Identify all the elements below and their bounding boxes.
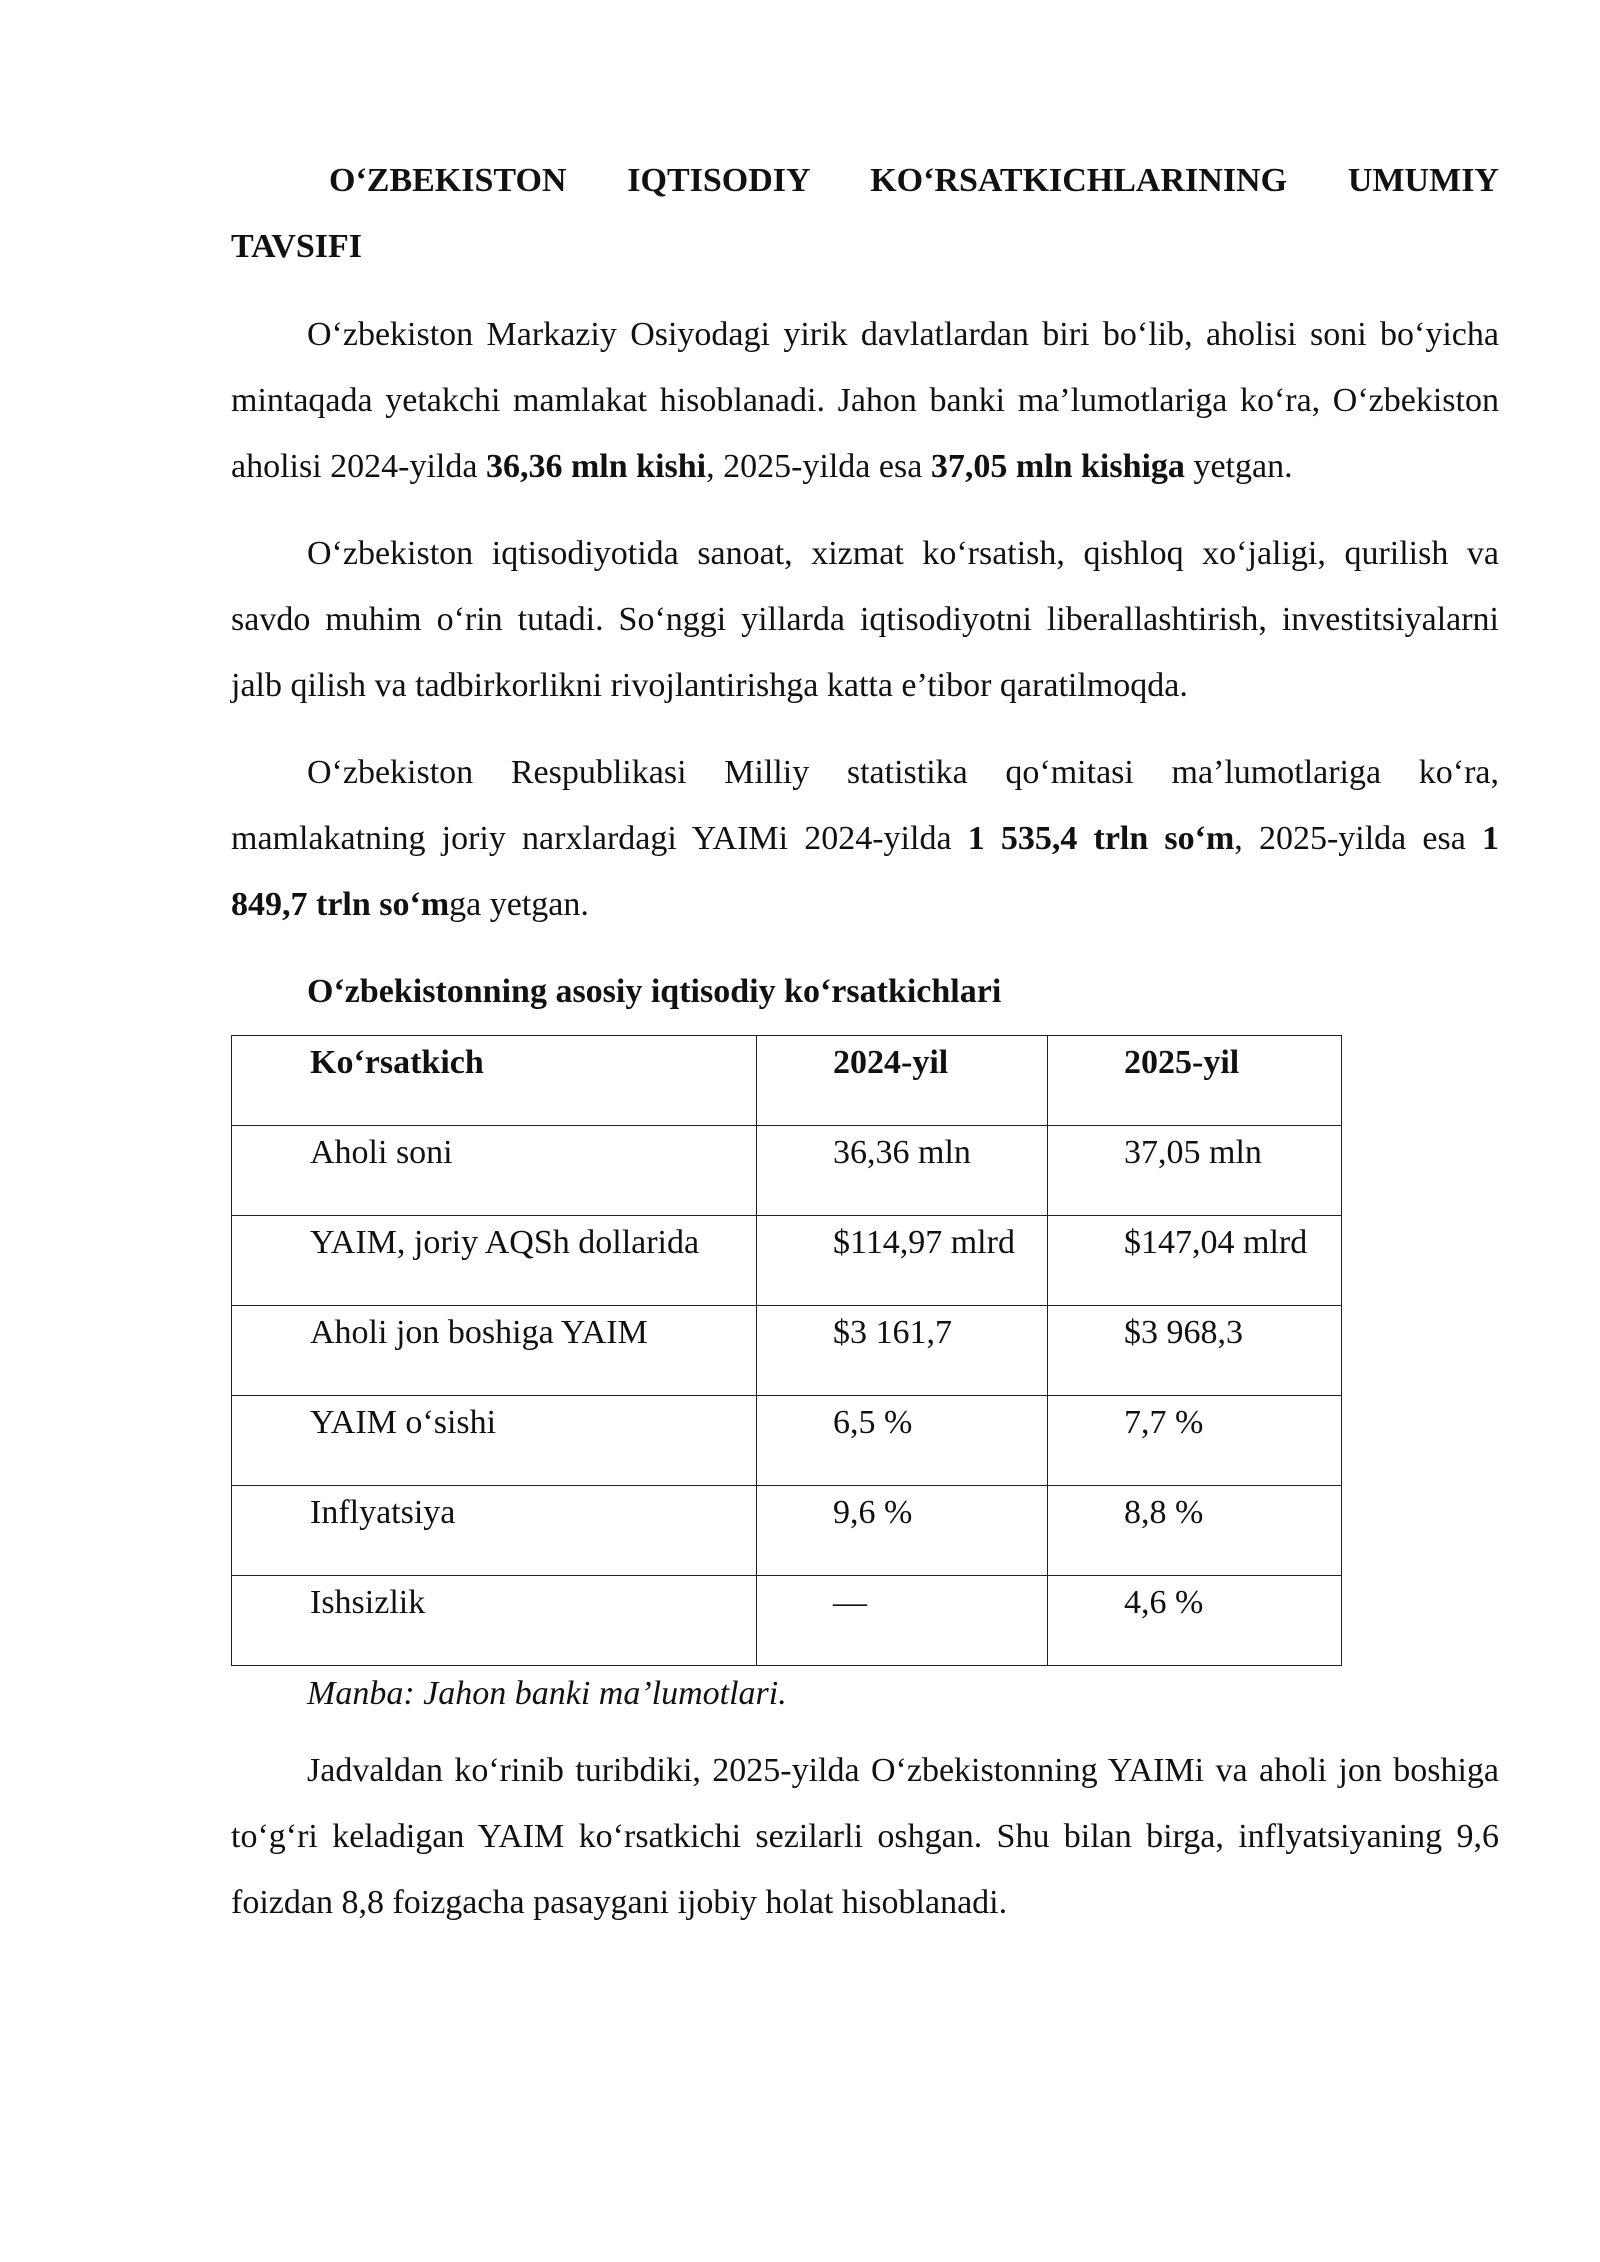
header-2024: 2024-yil — [833, 1044, 949, 1081]
value-2025: 8,8 % — [1124, 1494, 1204, 1531]
value-2025: $3 968,3 — [1124, 1314, 1243, 1351]
table-cell — [757, 1486, 1048, 1576]
table-cell — [757, 1576, 1048, 1666]
value-2025: 37,05 mln — [1124, 1134, 1262, 1171]
value-2024: 6,5 % — [833, 1404, 913, 1441]
row-label: YAIM o‘sishi — [310, 1404, 497, 1441]
value-2024: — — [833, 1584, 867, 1621]
row-label: Aholi soni — [310, 1134, 453, 1171]
table-row — [232, 1216, 1342, 1306]
row-label: YAIM, joriy AQSh dollarida — [310, 1224, 700, 1261]
table-header-cell — [1048, 1036, 1342, 1126]
table-cell — [232, 1216, 757, 1306]
value-2024: $3 161,7 — [833, 1314, 952, 1351]
header-indicator: Ko‘rsatkich — [310, 1044, 484, 1081]
table-cell — [757, 1396, 1048, 1486]
table-source-note: Manba: Jahon banki ma’lumotlari. — [307, 1675, 787, 1712]
paragraph-text: ga yetgan. — [449, 886, 589, 923]
table-cell — [757, 1216, 1048, 1306]
paragraph-conclusion: Jadvaldan ko‘rinib turibdiki, 2025-yilda O‘zbekistonning YAIMi va aholi jon boshiga to‘g‘ri keladigan YAIM ko‘rsatkichi sezilarli oshgan. Shu bilan birga, inflyatsiyaning 9,6 foizdan 8,8 foizgacha pasaygani ijobiy holat hisoblanadi. — [231, 1752, 1499, 1921]
paragraph-text: , 2025-yilda esa — [1234, 820, 1482, 857]
table-header-row — [232, 1036, 1342, 1126]
row-label: Aholi jon boshiga YAIM — [310, 1314, 648, 1351]
indicators-table — [231, 1035, 1342, 1666]
document-title: O‘ZBEKISTON IQTISODIY KO‘RSATKICHLARINING UMUMIY TAVSIFI — [231, 162, 1499, 265]
header-2025: 2025-yil — [1124, 1044, 1240, 1081]
paragraph-population — [231, 302, 1499, 500]
document-body — [231, 148, 1499, 1957]
value-2025: $147,04 mlrd — [1124, 1224, 1308, 1261]
value-2024: $114,97 mlrd — [833, 1224, 1015, 1261]
table-cell — [757, 1306, 1048, 1396]
row-label: Inflyatsiya — [310, 1494, 456, 1531]
value-2025: 4,6 % — [1124, 1584, 1204, 1621]
table-row — [232, 1306, 1342, 1396]
value-2025: 7,7 % — [1124, 1404, 1204, 1441]
table-cell — [232, 1576, 757, 1666]
table-header-cell — [757, 1036, 1048, 1126]
table-cell — [1048, 1486, 1342, 1576]
bold-value: 1 535,4 trln so‘m — [967, 820, 1235, 857]
table-row — [232, 1396, 1342, 1486]
table-cell — [1048, 1216, 1342, 1306]
paragraph-gdp — [231, 740, 1499, 938]
bold-value: 37,05 mln kishiga — [930, 448, 1185, 485]
table-cell — [1048, 1396, 1342, 1486]
row-label: Ishsizlik — [310, 1584, 426, 1621]
table-row — [232, 1486, 1342, 1576]
table-cell — [1048, 1306, 1342, 1396]
table-cell — [232, 1126, 757, 1216]
table-cell — [1048, 1126, 1342, 1216]
table-header-cell — [232, 1036, 757, 1126]
value-2024: 9,6 % — [833, 1494, 913, 1531]
table-row — [232, 1576, 1342, 1666]
table-cell — [1048, 1576, 1342, 1666]
table-cell — [232, 1306, 757, 1396]
table-cell — [232, 1396, 757, 1486]
table-cell — [757, 1126, 1048, 1216]
paragraph-text: O‘zbekiston Respublikasi Milliy statistika qo‘mitasi ma’lumotlariga ko‘ra, mamlakatning joriy narxlardagi YAIMi 2024-yilda — [231, 754, 1499, 857]
paragraph-economy-sectors: O‘zbekiston iqtisodiyotida sanoat, xizmat ko‘rsatish, qishloq xo‘jaligi, qurilish va savdo muhim o‘rin tutadi. So‘nggi yillarda iqtisodiyotni liberallashtirish, investitsiyalarni jalb qilish va tadbirkorlikni rivojlantirishga katta e’tibor qaratilmoqda. — [231, 535, 1499, 704]
table-row — [232, 1126, 1342, 1216]
value-2024: 36,36 mln — [833, 1134, 971, 1171]
table-cell — [232, 1486, 757, 1576]
paragraph-text: , 2025-yilda esa — [706, 448, 931, 485]
table-caption: O‘zbekistonning asosiy iqtisodiy ko‘rsatkichlari — [307, 973, 1002, 1010]
bold-value: 1 849,7 trln so‘m — [231, 820, 1499, 923]
bold-value: 36,36 mln kishi — [485, 448, 707, 485]
paragraph-text: O‘zbekiston Markaziy Osiyodagi yirik davlatlardan biri bo‘lib, aholisi soni bo‘yicha mintaqada yetakchi mamlakat hisoblanadi. Jahon banki ma’lumotlariga ko‘ra, O‘zbekiston aholisi 2024-yilda — [231, 316, 1499, 485]
paragraph-text: yetgan. — [1184, 448, 1293, 485]
